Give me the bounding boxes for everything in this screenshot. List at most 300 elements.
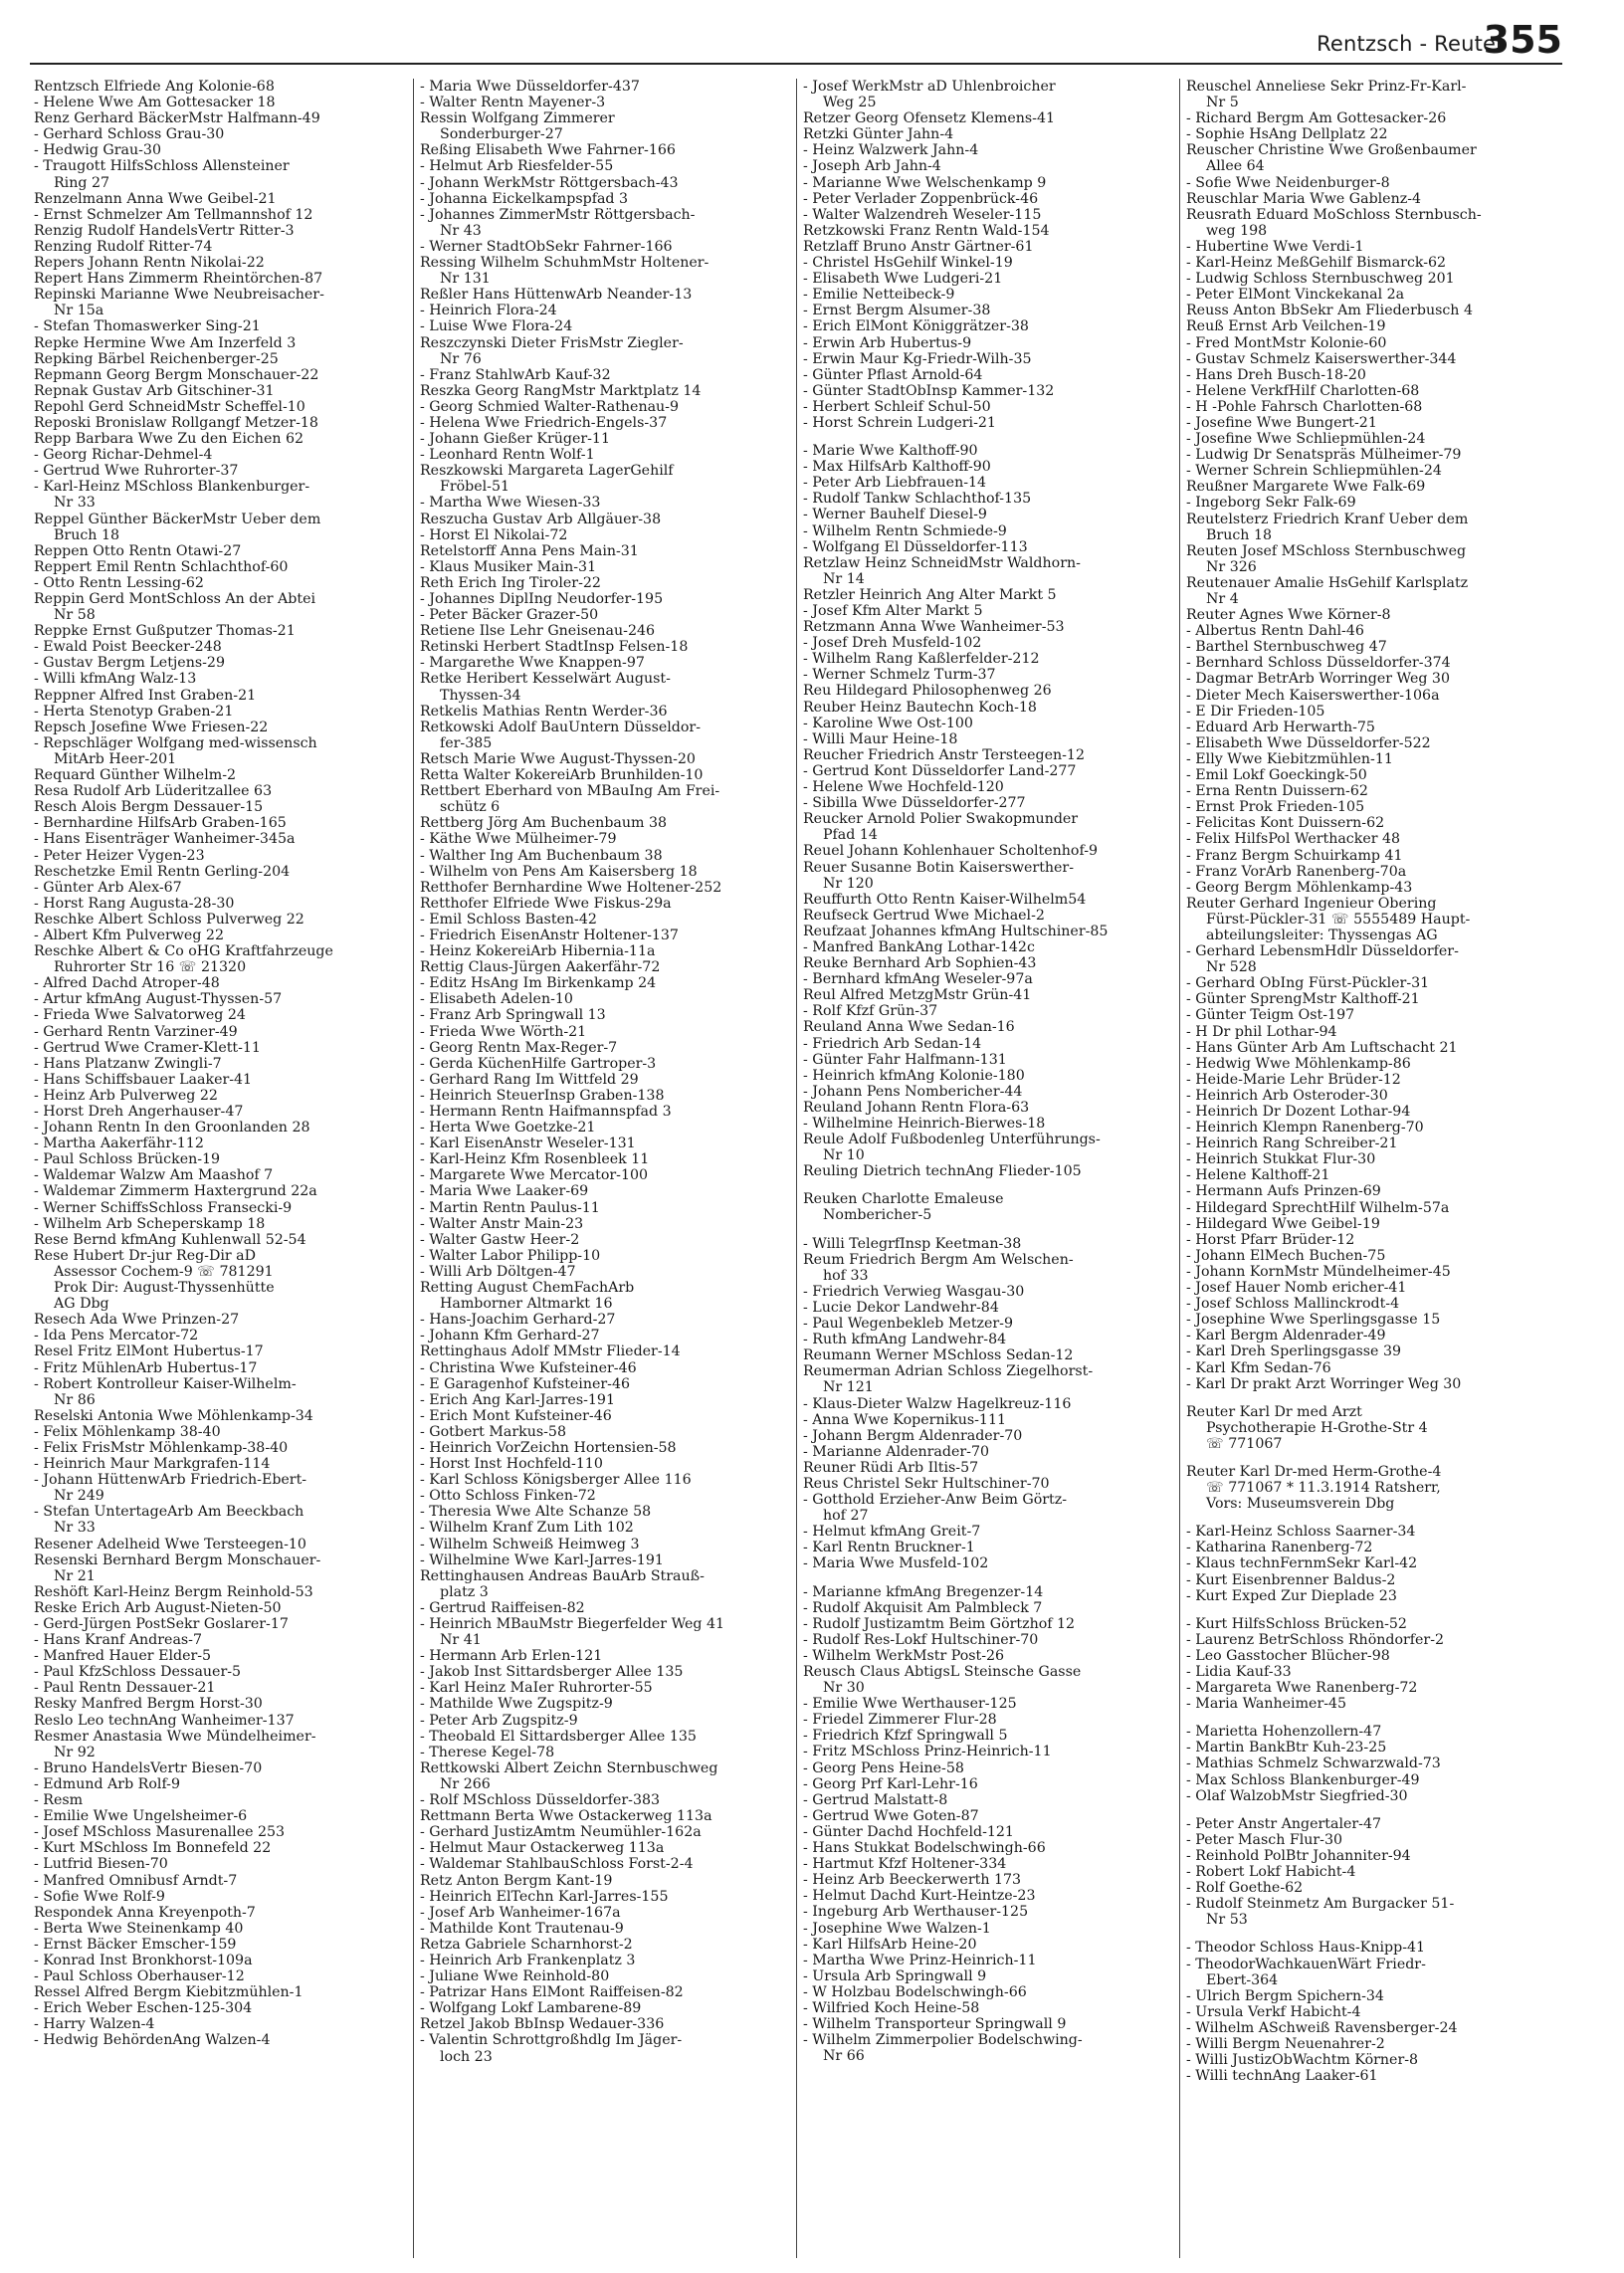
directory-entry-line: Retzki Günter Jahn-4	[803, 126, 954, 143]
directory-entry-line: Retiene Ilse Lehr Gneisenau-246	[420, 623, 656, 640]
directory-entry-line: - Eduard Arb Herwarth-75	[1186, 719, 1375, 735]
directory-entry-line: - H -Pohle Fahrsch Charlotten-68	[1186, 398, 1423, 415]
header-rule	[30, 63, 1562, 65]
directory-entry-line: - Wilhelm Schweiß Heimweg 3	[420, 1536, 640, 1552]
directory-entry-line: Reuken Charlotte Emaleuse	[803, 1191, 1004, 1208]
directory-entry-line: - Martha Wwe Wiesen-33	[420, 495, 601, 512]
directory-entry-line: Bruch 18	[54, 526, 119, 543]
directory-entry-line: - Helene Kalthoff-21	[1186, 1167, 1330, 1184]
directory-entry-line: - Marianne Aldenrader-70	[803, 1443, 989, 1460]
directory-entry-line: - Valentin Schrottgroßhdlg Im Jäger-	[420, 2032, 683, 2049]
directory-entry-line: - Elisabeth Wwe Ludgeri-21	[803, 271, 1003, 288]
directory-entry-line: - Friedrich EisenAnstr Holtener-137	[420, 927, 679, 943]
directory-entry-line: Reus Christel Sekr Hultschiner-70	[803, 1475, 1050, 1492]
directory-entry-line: Nr 92	[54, 1744, 96, 1760]
directory-entry-line: - Lucie Dekor Landwehr-84	[803, 1299, 999, 1316]
directory-entry-line: - Manfred Omnibusf Arndt-7	[34, 1872, 238, 1889]
directory-entry-line: Reutenauer Amalie HsGehilf Karlsplatz	[1186, 574, 1469, 591]
column-4	[1179, 79, 1562, 2258]
directory-entry-line: - Gertrud Raiffeisen-82	[420, 1599, 585, 1616]
directory-entry-line: - Heinrich Maur Markgrafen-114	[34, 1456, 271, 1473]
directory-entry-line: - Hildegard Wwe Geibel-19	[1186, 1215, 1380, 1232]
directory-entry-line: - Georg Bergm Möhlenkamp-43	[1186, 879, 1413, 896]
directory-entry-line: - Hans Platzanw Zwingli-7	[34, 1055, 222, 1072]
directory-entry-line: - Helmut Arb Riesfelder-55	[420, 158, 614, 175]
directory-entry-line: - Paul KfzSchloss Dessauer-5	[34, 1664, 242, 1681]
directory-entry-line: - Johann ElMech Buchen-75	[1186, 1247, 1386, 1264]
directory-entry-line: - Gertrud Wwe Goten-87	[803, 1807, 979, 1824]
directory-entry-line: Nr 30	[823, 1680, 865, 1697]
directory-entry-line: - Gustav Schmelz Kaiserswerther-344	[1186, 350, 1457, 367]
directory-entry-line: - Friedrich Kfzf Springwall 5	[803, 1728, 1008, 1745]
directory-entry-line: Reuter Gerhard Ingenieur Obering	[1186, 895, 1437, 912]
directory-entry-line: Reschke Albert Schloss Pulverweg 22	[34, 911, 304, 928]
directory-entry-line: Reuter Karl Dr-med Herm-Grothe-4	[1186, 1463, 1442, 1480]
directory-entry-line: Vors: Museumsverein Dbg	[1206, 1496, 1395, 1513]
directory-entry-line: - Käthe Wwe Mülheimer-79	[420, 831, 617, 848]
directory-entry-line: - Rolf Kfzf Grün-37	[803, 1003, 938, 1020]
directory-entry-line: - Peter Arb Zugspitz-9	[420, 1712, 578, 1729]
directory-entry-line: - Kurt Exped Zur Dieplade 23	[1186, 1587, 1397, 1604]
directory-entry-line: - Sibilla Wwe Düsseldorfer-277	[803, 795, 1026, 812]
directory-entry-line: Nr 21	[54, 1567, 96, 1584]
directory-entry-line: Retelstorff Anna Pens Main-31	[420, 542, 639, 559]
directory-entry-line: - Ingeborg Sekr Falk-69	[1186, 495, 1356, 512]
directory-entry-line: - Dieter Mech Kaiserswerther-106a	[1186, 687, 1440, 704]
directory-entry-line: - Ernst Prok Frieden-105	[1186, 799, 1365, 816]
directory-entry-line: - Otto Schloss Finken-72	[420, 1488, 596, 1505]
directory-entry-line: Nr 15a	[54, 303, 104, 319]
directory-entry-line: Rese Hubert Dr-jur Reg-Dir aD	[34, 1247, 257, 1264]
directory-entry-line: - Klaus-Dieter Walzw Hagelkreuz-116	[803, 1395, 1072, 1412]
directory-entry-line: - Paul Schloss Brücken-19	[34, 1151, 221, 1168]
directory-entry-line: Retzmann Anna Wwe Wanheimer-53	[803, 619, 1065, 636]
directory-entry-line: Resenski Bernhard Bergm Monschauer-	[34, 1551, 321, 1568]
directory-entry-line: - Hermann Arb Erlen-121	[420, 1648, 603, 1665]
directory-entry-line: Reuling Dietrich technAng Flieder-105	[803, 1163, 1082, 1180]
directory-entry-line: - Paul Rentn Dessauer-21	[34, 1680, 216, 1697]
directory-entry-line: - Marianne Wwe Welschenkamp 9	[803, 174, 1047, 191]
directory-entry-line: - Marie Wwe Kalthoff-90	[803, 443, 978, 460]
directory-entry-line: - Wilhelm WerkMstr Post-26	[803, 1647, 1005, 1664]
directory-entry-line: Nr 66	[823, 2048, 865, 2065]
directory-entry-line: - Rolf MSchloss Düsseldorfer-383	[420, 1792, 661, 1809]
directory-entry-line: - Gerd-Jürgen PostSekr Goslarer-17	[34, 1616, 289, 1632]
directory-entry-line: Sonderburger-27	[440, 126, 563, 143]
directory-entry-line: - Walter Walzendreh Weseler-115	[803, 206, 1042, 223]
directory-entry-line: Retz Anton Bergm Kant-19	[420, 1872, 613, 1889]
directory-entry-line: Fürst-Pückler-31 ☏ 5555489 Haupt-	[1206, 911, 1471, 928]
directory-entry-line: - Karl-Heinz MSchloss Blankenburger-	[34, 479, 310, 496]
directory-entry-line: - Hans Stukkat Bodelschwingh-66	[803, 1840, 1046, 1857]
directory-entry-line: - Albert Kfm Pulverweg 22	[34, 927, 224, 943]
directory-entry-line: - Elly Wwe Kiebitzmühlen-11	[1186, 750, 1393, 767]
column-2	[413, 79, 796, 2258]
directory-entry-line: Respondek Anna Kreyenpoth-7	[34, 1904, 256, 1921]
directory-entry-line: Reule Adolf Fußbodenleg Unterführungs-	[803, 1132, 1101, 1148]
directory-entry-line: - Anna Wwe Kopernikus-111	[803, 1411, 1007, 1428]
directory-entry-line: Repsch Josefine Wwe Friesen-22	[34, 719, 269, 735]
directory-entry-line: - Paul Schloss Oberhauser-12	[34, 1968, 245, 1985]
directory-entry-line: - Konrad Inst Bronkhorst-109a	[34, 1952, 253, 1968]
directory-entry-line: - Gotbert Markus-58	[420, 1423, 566, 1440]
directory-entry-line: - Heinrich Klempn Ranenberg-70	[1186, 1120, 1424, 1136]
directory-entry-line: - Robert Lokf Habicht-4	[1186, 1864, 1356, 1881]
directory-entry-line: Reuer Susanne Botin Kaiserswerther-	[803, 859, 1075, 876]
directory-entry-line: Reselski Antonia Wwe Möhlenkamp-34	[34, 1407, 313, 1424]
directory-entry-line: - Hedwig Wwe Möhlenkamp-86	[1186, 1055, 1411, 1072]
directory-entry-line: - Karl Dreh Sperlingsgasse 39	[1186, 1343, 1402, 1360]
directory-entry-line: - Willi Arb Döltgen-47	[420, 1263, 576, 1280]
directory-entry-line: Reuter Agnes Wwe Körner-8	[1186, 607, 1391, 624]
directory-entry-line: - Gerhard Rang Im Wittfeld 29	[420, 1071, 639, 1088]
directory-entry-line: - Bernhard kfmAng Weseler-97a	[803, 971, 1033, 988]
directory-entry-line: - Wilhelmine Heinrich-Bierwes-18	[803, 1116, 1046, 1132]
directory-entry-line: - Erwin Arb Hubertus-9	[803, 334, 972, 351]
directory-entry-line: hof 33	[823, 1267, 869, 1284]
directory-entry-line: Retzer Georg Ofensetz Klemens-41	[803, 110, 1056, 127]
directory-entry-line: Ebert-364	[1206, 1971, 1279, 1988]
directory-entry-line: - Richard Bergm Am Gottesacker-26	[1186, 110, 1447, 127]
directory-entry-line: - Ursula Verkf Habicht-4	[1186, 2003, 1361, 2020]
directory-entry-line: - Frieda Wwe Wörth-21	[420, 1023, 587, 1040]
directory-entry-line: ☏ 771067 * 11.3.1914 Ratsherr,	[1206, 1480, 1441, 1497]
directory-entry-line: - Hans Eisenträger Wanheimer-345a	[34, 831, 296, 848]
directory-entry-line: - Resm	[34, 1792, 84, 1809]
directory-entry-line: - Ursula Arb Springwall 9	[803, 1967, 987, 1984]
directory-entry-line: Resch Alois Bergm Dessauer-15	[34, 799, 264, 816]
directory-entry-line: - Werner StadtObSekr Fahrner-166	[420, 238, 673, 255]
directory-entry-line: - Günter Pflast Arnold-64	[803, 366, 983, 383]
directory-entry-line: - Max HilfsArb Kalthoff-90	[803, 459, 991, 476]
directory-entry-line: Psychotherapie H-Grothe-Str 4	[1206, 1419, 1428, 1436]
directory-entry-line: Ressing Wilhelm SchuhmMstr Holtener-	[420, 255, 710, 272]
directory-entry-line: - Hildegard SprechtHilf Wilhelm-57a	[1186, 1199, 1450, 1216]
directory-entry-line: - Josef MSchloss Masurenallee 253	[34, 1824, 286, 1841]
directory-entry-line: Renzing Rudolf Ritter-74	[34, 238, 213, 255]
directory-entry-line: - Gerhard Schloss Grau-30	[34, 126, 225, 143]
directory-entry-line: Retza Gabriele Scharnhorst-2	[420, 1936, 633, 1953]
directory-entry-line: - Hermann Aufs Prinzen-69	[1186, 1183, 1381, 1200]
directory-entry-line: Rettbert Eberhard von MBauIng Am Frei-	[420, 783, 720, 800]
directory-entry-line: - Horst Schrein Ludgeri-21	[803, 414, 996, 431]
directory-entry-line: - Wolfgang Lokf Lambarene-89	[420, 2000, 642, 2017]
directory-entry-line: Reßing Elisabeth Wwe Fahrner-166	[420, 142, 676, 159]
directory-entry-line: Reuland Johann Rentn Flora-63	[803, 1099, 1030, 1116]
directory-entry-line: - Manfred BankAng Lothar-142c	[803, 938, 1035, 955]
directory-entry-line: - Hans Dreh Busch-18-20	[1186, 366, 1366, 383]
directory-entry-line: - Josef Kfm Alter Markt 5	[803, 603, 983, 619]
directory-entry-line: - Georg Pens Heine-58	[803, 1759, 964, 1776]
directory-entry-line: - Willi Maur Heine-18	[803, 730, 958, 747]
directory-entry-line: - Peter Bäcker Grazer-50	[420, 607, 599, 624]
directory-entry-line: Resel Fritz ElMont Hubertus-17	[34, 1343, 264, 1360]
directory-entry-line: - Heinrich Rang Schreiber-21	[1186, 1136, 1398, 1152]
directory-entry-line: - Leo Gasstocher Blücher-98	[1186, 1647, 1390, 1664]
directory-entry-line: - Horst Dreh Angerhauser-47	[34, 1104, 244, 1120]
directory-entry-line: Ring 27	[54, 174, 110, 191]
directory-entry-line: Retzel Jakob BbInsp Wedauer-336	[420, 2016, 665, 2033]
directory-entry-line: Rettberg Jörg Am Buchenbaum 38	[420, 815, 668, 832]
directory-entry-line: - Horst El Nikolai-72	[420, 526, 568, 543]
directory-entry-line: Rettkowski Albert Zeichn Sternbuschweg	[420, 1759, 718, 1776]
directory-entry-line: - Margarete Wwe Mercator-100	[420, 1167, 649, 1184]
directory-entry-line: - Klaus Musiker Main-31	[420, 558, 597, 575]
directory-entry-line: - Gotthold Erzieher-Anw Beim Görtz-	[803, 1492, 1068, 1509]
directory-entry-line: - Johann Kfm Gerhard-27	[420, 1328, 600, 1344]
directory-entry-line: Reppen Otto Rentn Otawi-27	[34, 542, 242, 559]
directory-entry-line: - Herta Wwe Goetzke-21	[420, 1120, 596, 1136]
directory-entry-line: Nr 43	[440, 222, 482, 239]
directory-entry-line: - Patrizar Hans ElMont Raiffeisen-82	[420, 1984, 684, 2001]
directory-entry-line: - Willi Bergm Neuenahrer-2	[1186, 2035, 1385, 2052]
directory-entry-line: - Manfred Hauer Elder-5	[34, 1648, 212, 1665]
directory-entry-line: - Peter ElMont Vinckekanal 2a	[1186, 287, 1405, 304]
directory-entry-line: - Günter Dachd Hochfeld-121	[803, 1823, 1014, 1840]
directory-entry-line: - Karl Bergm Aldenrader-49	[1186, 1328, 1386, 1344]
directory-entry-line: - Hubertine Wwe Verdi-1	[1186, 238, 1364, 255]
directory-entry-line: Repinski Marianne Wwe Neubreisacher-	[34, 287, 324, 304]
directory-entry-line: - Ernst Bäcker Emscher-159	[34, 1936, 237, 1953]
directory-entry-line: - Helene VerkfHilf Charlotten-68	[1186, 382, 1420, 399]
directory-entry-line: Ruhrorter Str 16 ☏ 21320	[54, 959, 247, 976]
directory-entry-line: - Fritz MSchloss Prinz-Heinrich-11	[803, 1744, 1052, 1760]
directory-entry-line: - Felix FrisMstr Möhlenkamp-38-40	[34, 1439, 289, 1456]
directory-entry-line: - Willi TelegrfInsp Keetman-38	[803, 1235, 1022, 1252]
directory-entry-line: Reppke Ernst Gußputzer Thomas-21	[34, 623, 296, 640]
directory-entry-line: - Ingeburg Arb Werthauser-125	[803, 1904, 1029, 1921]
directory-entry-line: ☏ 771067	[1206, 1435, 1283, 1452]
directory-entry-line: - Felix HilfsPol Werthacker 48	[1186, 831, 1401, 848]
directory-entry-line: Reslo Leo technAng Wanheimer-137	[34, 1712, 295, 1729]
directory-entry-line: - Dagmar BetrArb Worringer Weg 30	[1186, 671, 1450, 688]
directory-entry-line: - Johann HüttenwArb Friedrich-Ebert-	[34, 1472, 307, 1489]
directory-entry-line: - Erich Mont Kufsteiner-46	[420, 1407, 612, 1424]
page-header	[30, 14, 1562, 62]
directory-entry-line: - Willi JustizObWachtm Körner-8	[1186, 2052, 1419, 2069]
directory-entry-line: - Helene Wwe Hochfeld-120	[803, 779, 1004, 796]
directory-entry-line: - Robert Kontrolleur Kaiser-Wilhelm-	[34, 1375, 297, 1392]
directory-entry-line: Reusrath Eduard MoSchloss Sternbusch-	[1186, 206, 1482, 223]
directory-entry-line: - Peter Verlader Zoppenbrück-46	[803, 190, 1039, 207]
directory-entry-line: - Herta Stenotyp Graben-21	[34, 703, 234, 720]
directory-entry-line: - Heinrich VorZeichn Hortensien-58	[420, 1439, 677, 1456]
directory-entry-line: - Peter Arb Liebfrauen-14	[803, 475, 987, 492]
directory-entry-line: - Heinrich Dr Dozent Lothar-94	[1186, 1104, 1411, 1120]
directory-entry-line: - Edmund Arb Rolf-9	[34, 1775, 181, 1792]
directory-entry-line: - Friedrich Arb Sedan-14	[803, 1035, 982, 1052]
directory-entry-line: Reufzaat Johannes kfmAng Hultschiner-85	[803, 923, 1109, 939]
directory-entry-line: - Wolfgang El Düsseldorfer-113	[803, 538, 1028, 555]
directory-entry-line: loch 23	[440, 2048, 493, 2065]
directory-entry-line: Resech Ada Wwe Prinzen-27	[34, 1312, 240, 1329]
directory-entry-line: - Wilhelm Arb Scheperskamp 18	[34, 1215, 266, 1232]
directory-entry-line: - Wilhelm Zimmerpolier Bodelschwing-	[803, 2032, 1083, 2049]
directory-entry-line: - Mathilde Wwe Zugspitz-9	[420, 1696, 613, 1713]
directory-entry-line: - Herbert Schleif Schul-50	[803, 398, 991, 415]
directory-entry-line: Fröbel-51	[440, 479, 510, 496]
directory-entry-line: - Elisabeth Adelen-10	[420, 991, 573, 1008]
directory-entry-line: - Walther Ing Am Buchenbaum 38	[420, 847, 663, 864]
directory-entry-line: - Horst Pfarr Brüder-12	[1186, 1231, 1355, 1248]
directory-entry-line: Reppin Gerd MontSchloss An der Abtei	[34, 591, 316, 607]
directory-entry-line: Reumerman Adrian Schloss Ziegelhorst-	[803, 1363, 1094, 1380]
directory-entry-line: - Albertus Rentn Dahl-46	[1186, 623, 1364, 640]
directory-entry-line: - Harry Walzen-4	[34, 2016, 155, 2033]
directory-entry-line: - Rudolf Steinmetz Am Burgacker 51-	[1186, 1896, 1455, 1913]
directory-entry-line: - Wilhelm von Pens Am Kaisersberg 18	[420, 863, 698, 880]
directory-entry-line: Reuner Rüdi Arb Iltis-57	[803, 1459, 979, 1476]
directory-entry-line: Nr 131	[440, 271, 491, 288]
directory-entry-line: - Karl EisenAnstr Weseler-131	[420, 1136, 636, 1152]
directory-entry-line: Reufseck Gertrud Wwe Michael-2	[803, 907, 1045, 924]
directory-entry-line: - Heinrich Flora-24	[420, 303, 557, 319]
directory-entry-line: - Wilhelmine Wwe Karl-Jarres-191	[420, 1551, 664, 1568]
directory-entry-line: - Gerhard ObIng Fürst-Pückler-31	[1186, 975, 1430, 992]
directory-entry-line: Repers Johann Rentn Nikolai-22	[34, 255, 265, 272]
directory-entry-line: Nr 86	[54, 1391, 96, 1408]
directory-entry-line: Rettinghaus Adolf MMstr Flieder-14	[420, 1343, 681, 1360]
directory-entry-line: - Artur kfmAng August-Thyssen-57	[34, 991, 283, 1008]
directory-entry-line: Reuss Anton BbSekr Am Fliederbusch 4	[1186, 303, 1473, 319]
directory-entry-line: - Mathias Schmelz Schwarzwald-73	[1186, 1756, 1441, 1772]
directory-entry-line: Resener Adelheid Wwe Tersteegen-10	[34, 1536, 306, 1552]
directory-entry-line: - Günter Fahr Halfmann-131	[803, 1051, 1007, 1068]
directory-entry-line: - Heinrich SteuerInsp Graben-138	[420, 1087, 665, 1104]
directory-entry-line: - Laurenz BetrSchloss Rhöndorfer-2	[1186, 1631, 1445, 1648]
directory-entry-line: Ressel Alfred Bergm Kiebitzmühlen-1	[34, 1984, 304, 2001]
directory-entry-line: Reuber Heinz Bautechn Koch-18	[803, 699, 1037, 716]
directory-entry-line: - Günter SprengMstr Kalthoff-21	[1186, 991, 1420, 1008]
directory-entry-line: - Repschläger Wolfgang med-wissensch	[34, 734, 317, 751]
directory-entry-line: - Johannes ZimmerMstr Röttgersbach-	[420, 206, 696, 223]
directory-entry-line: - Peter Anstr Angertaler-47	[1186, 1815, 1382, 1832]
directory-entry-line: Repp Barbara Wwe Zu den Eichen 62	[34, 431, 304, 448]
directory-entry-line: - Marianne kfmAng Bregenzer-14	[803, 1583, 1044, 1600]
directory-entry-line: - Georg Prf Karl-Lehr-16	[803, 1775, 978, 1792]
directory-entry-line: Resa Rudolf Arb Lüderitzallee 63	[34, 783, 273, 800]
directory-entry-line: Retthofer Elfriede Wwe Fiskus-29a	[420, 895, 672, 912]
directory-entry-line: Nr 121	[823, 1379, 874, 1396]
directory-entry-line: - Wilhelm ASchweiß Ravensberger-24	[1186, 2019, 1458, 2036]
directory-entry-line: Rettig Claus-Jürgen Aakerfähr-72	[420, 959, 661, 976]
directory-entry-line: Retthofer Bernhardine Wwe Holtener-252	[420, 879, 722, 896]
directory-entry-line: - Helmut Maur Ostackerweg 113a	[420, 1840, 665, 1857]
column-1	[30, 79, 413, 2258]
directory-entry-line: - Heinz Arb Beeckerwerth 173	[803, 1872, 1022, 1889]
directory-entry-line: - Theresia Wwe Alte Schanze 58	[420, 1504, 652, 1521]
directory-entry-line: Nr 33	[54, 495, 96, 512]
directory-entry-line: Nr 528	[1206, 959, 1257, 976]
directory-entry-line: Nr 326	[1206, 558, 1257, 575]
directory-entry-line: Reschke Albert & Co oHG Kraftfahrzeuge	[34, 943, 333, 960]
directory-entry-line: - Walter Rentn Mayener-3	[420, 95, 606, 111]
directory-entry-line: - Gertrud Kont Düsseldorfer Land-277	[803, 762, 1077, 779]
directory-entry-line: - Martha Aakerfähr-112	[34, 1136, 204, 1152]
directory-entry-line: Reuschlar Maria Wwe Gablenz-4	[1186, 190, 1422, 207]
directory-entry-line: - Emilie Netteibeck-9	[803, 287, 955, 304]
directory-entry-line: - Gerda KüchenHilfe Gartroper-3	[420, 1055, 657, 1072]
directory-entry-line: - Karl Heinz MaIer Ruhrorter-55	[420, 1680, 653, 1697]
directory-entry-line: - Karl Schloss Königsberger Allee 116	[420, 1472, 692, 1489]
directory-entry-line: Retsch Marie Wwe August-Thyssen-20	[420, 750, 696, 767]
directory-entry-line: - Theodor Schloss Haus-Knipp-41	[1186, 1940, 1426, 1957]
directory-entry-line: Repke Hermine Wwe Am Inzerfeld 3	[34, 334, 297, 351]
directory-entry-line: Retting August ChemFachArb	[420, 1280, 635, 1297]
directory-entry-line: - Erich ElMont Königgrätzer-38	[803, 318, 1029, 335]
page-number: 355	[1483, 18, 1562, 62]
directory-entry-line: Reuschel Anneliese Sekr Prinz-Fr-Karl-	[1186, 79, 1467, 95]
directory-entry-line: Reske Erich Arb August-Nieten-50	[34, 1599, 282, 1616]
directory-entry-line: - Berta Wwe Steinenkamp 40	[34, 1920, 244, 1937]
directory-entry-line: - Ewald Poist Beecker-248	[34, 639, 222, 656]
directory-entry-line: hof 27	[823, 1508, 869, 1525]
directory-entry-line: - Stefan Thomaswerker Sing-21	[34, 318, 261, 335]
directory-entry-line: - Stefan UntertageArb Am Beeckbach	[34, 1504, 304, 1521]
directory-entry-line: Nr 266	[440, 1775, 491, 1792]
directory-entry-line: - Heinrich MBauMstr Biegerfelder Weg 41	[420, 1616, 725, 1632]
directory-entry-line: - Waldemar Walzw Am Maashof 7	[34, 1167, 274, 1184]
directory-entry-line: Retkowski Adolf BauUntern Düsseldor-	[420, 719, 702, 735]
directory-entry-line: Weg 25	[823, 95, 877, 111]
directory-entry-line: - E Garagenhof Kufsteiner-46	[420, 1375, 631, 1392]
directory-entry-line: - Bernhardine HilfsArb Graben-165	[34, 815, 287, 832]
directory-entry-line: - W Holzbau Bodelschwingh-66	[803, 1983, 1027, 2000]
directory-entry-line: - Günter StadtObInsp Kammer-132	[803, 382, 1055, 399]
directory-entry-line: - Gerhard Rentn Varziner-49	[34, 1023, 238, 1040]
directory-entry-line: - Marietta Hohenzollern-47	[1186, 1724, 1382, 1741]
directory-entry-line: - Lidia Kauf-33	[1186, 1664, 1292, 1680]
directory-entry-line: - Josef WerkMstr aD Uhlenbroicher	[803, 79, 1056, 95]
directory-entry-line: - Johann KornMstr Mündelheimer-45	[1186, 1263, 1451, 1280]
directory-entry-line: - Fritz MühlenArb Hubertus-17	[34, 1359, 258, 1376]
directory-entry-line: - Ruth kfmAng Landwehr-84	[803, 1332, 1007, 1348]
directory-entry-line: - Heinz Arb Pulverweg 22	[34, 1087, 218, 1104]
directory-entry-line: - Werner SchiffsSchloss Fransecki-9	[34, 1199, 293, 1216]
directory-entry-line: - Hermann Rentn Haifmannspfad 3	[420, 1104, 672, 1120]
directory-entry-line: - Ludwig Schloss Sternbuschweg 201	[1186, 271, 1455, 288]
directory-entry-line: Repmann Georg Bergm Monschauer-22	[34, 366, 319, 383]
directory-entry-line: - Johannes DiplIng Neudorfer-195	[420, 591, 664, 607]
directory-entry-line: - Bernhard Schloss Düsseldorfer-374	[1186, 655, 1451, 672]
directory-entry-line: - Mathilde Kont Trautenau-9	[420, 1920, 624, 1937]
directory-entry-line: - Traugott HilfsSchloss Allensteiner	[34, 158, 290, 175]
directory-entry-line: Nr 41	[440, 1632, 482, 1649]
directory-entry-line: - Franz Arb Springwall 13	[420, 1007, 606, 1024]
directory-entry-line: Rettinghausen Andreas BauArb Strauß-	[420, 1567, 705, 1584]
directory-entry-line: - Gustav Bergm Letjens-29	[34, 655, 225, 672]
directory-entry-line: Nr 53	[1206, 1912, 1248, 1929]
directory-entry-line: fer-385	[440, 734, 493, 751]
directory-entry-line: Reppel Günther BäckerMstr Ueber dem	[34, 511, 321, 527]
directory-entry-line: - Lutfrid Biesen-70	[34, 1856, 168, 1873]
directory-entry-line: - Josef Dreh Musfeld-102	[803, 635, 982, 652]
directory-entry-line: - Franz VorArb Ranenberg-70a	[1186, 863, 1407, 880]
directory-entry-line: - Reinhold PolBtr Johanniter-94	[1186, 1847, 1411, 1864]
directory-entry-line: Nr 120	[823, 875, 874, 892]
directory-entry-line: Nr 14	[823, 570, 865, 587]
directory-entry-line: - Hartmut Kfzf Holtener-334	[803, 1856, 1007, 1873]
directory-entry-line: - Karl-Heinz MeßGehilf Bismarck-62	[1186, 255, 1447, 272]
directory-entry-line: - Friedel Zimmerer Flur-28	[803, 1712, 997, 1729]
directory-entry-line: - Johann WerkMstr Röttgersbach-43	[420, 174, 679, 191]
directory-entry-line: - Josef Hauer Nomb ericher-41	[1186, 1280, 1407, 1297]
directory-entry-line: - Erwin Maur Kg-Friedr-Wilh-35	[803, 350, 1032, 367]
directory-entry-line: - Erich Weber Eschen-125-304	[34, 2000, 253, 2017]
directory-entry-line: Reszka Georg RangMstr Marktplatz 14	[420, 382, 702, 399]
directory-entry-line: Reppert Emil Rentn Schlachthof-60	[34, 558, 289, 575]
directory-entry-line: - Friedrich Verwieg Wasgau-30	[803, 1283, 1025, 1300]
